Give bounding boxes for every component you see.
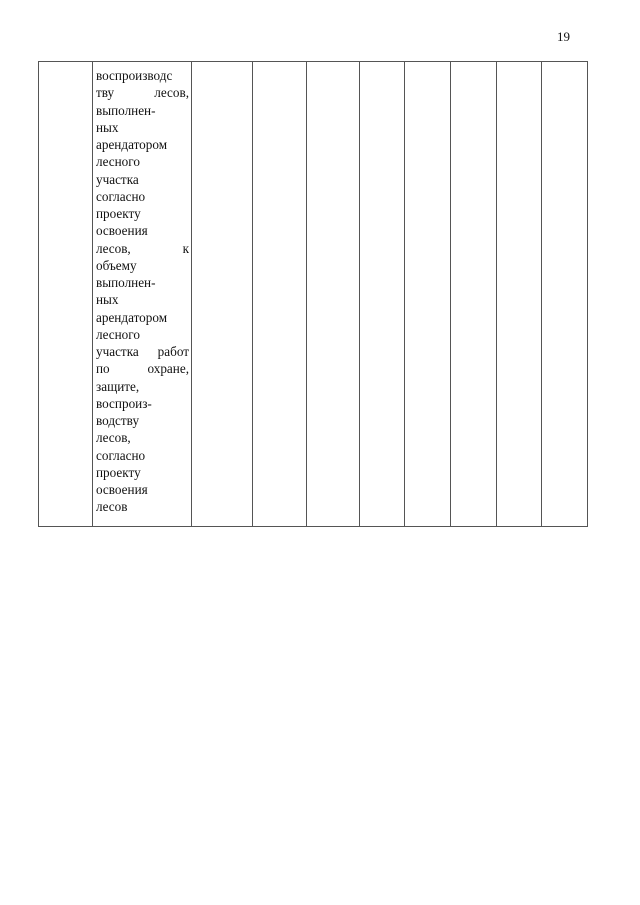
cell-text-line: защите, — [96, 378, 140, 394]
cell-text-word: охране, — [147, 361, 189, 377]
table-row — [39, 62, 588, 527]
cell-text-word: работ — [157, 344, 189, 359]
cell-text-line: освоения — [96, 482, 148, 497]
cell-text-line: выполнен- — [96, 275, 156, 290]
cell-text-word: лесов, — [96, 240, 131, 256]
cell-text-line — [96, 360, 189, 377]
cell-text-word: тву — [96, 85, 115, 101]
cell-text-word: к — [182, 240, 189, 256]
cell-text-line: объему — [96, 257, 137, 273]
cell-text-line: воспроиз- — [96, 395, 152, 411]
cell-text-line: освоения — [96, 223, 148, 239]
table-cell — [451, 62, 497, 527]
cell-text-line: согласно — [96, 188, 146, 204]
cell-text-line: воспроизводс — [96, 68, 173, 83]
cell-text-line: согласно — [96, 447, 146, 463]
cell-text-line: участка — [96, 171, 139, 187]
table-cell — [360, 62, 405, 527]
table-cell — [253, 62, 307, 527]
cell-text-line: водству — [96, 413, 140, 428]
table-cell — [405, 62, 451, 527]
cell-text-line: лесного — [96, 326, 140, 342]
cell-text-line — [96, 84, 189, 101]
table-cell — [192, 62, 253, 527]
cell-text-word: по — [96, 361, 110, 377]
cell-text-word: лесов, — [154, 85, 189, 101]
table-cell — [307, 62, 360, 527]
cell-text-line: ных — [96, 119, 119, 135]
cell-text-line — [96, 343, 189, 360]
document-table — [38, 61, 588, 527]
cell-text — [96, 67, 189, 516]
cell-text-line: арендатором — [96, 309, 168, 325]
cell-text-line: лесов, — [96, 430, 131, 446]
table-cell-number — [39, 62, 93, 527]
table-cell-description — [93, 62, 192, 527]
cell-text-line: лесов — [96, 499, 128, 515]
cell-text-line: арендатором — [96, 137, 168, 152]
cell-text-word: участка — [96, 344, 139, 359]
cell-text-line: проекту — [96, 464, 141, 480]
cell-text-line: ных — [96, 292, 119, 308]
cell-text-line: проекту — [96, 206, 141, 221]
cell-text-line — [96, 240, 189, 257]
cell-text-line: выполнен- — [96, 102, 156, 118]
table-cell — [542, 62, 588, 527]
cell-text-line: лесного — [96, 154, 140, 170]
table-cell — [497, 62, 542, 527]
page-number: 19 — [557, 29, 570, 44]
